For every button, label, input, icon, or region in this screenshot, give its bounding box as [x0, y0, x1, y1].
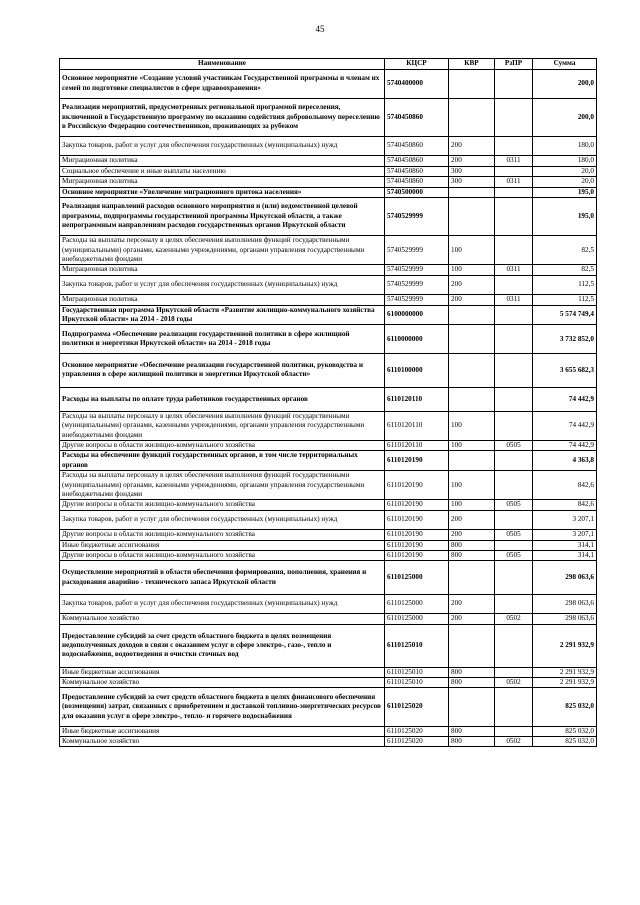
table-row — [60, 530, 597, 540]
cell-rzpr — [495, 325, 533, 354]
cell-rzpr — [495, 411, 533, 440]
cell-rzpr — [495, 387, 533, 411]
cell-kvr — [449, 325, 495, 354]
table-row — [60, 451, 597, 471]
cell-rzpr — [495, 667, 533, 677]
cell-sum: 842,6 — [533, 471, 597, 500]
table-row — [60, 471, 597, 500]
cell-rzpr — [495, 624, 533, 667]
cell-name: Закупка товаров, работ и услуг для обеспечения государственных (муниципальных) нужд — [60, 594, 385, 613]
cell-name: Закупка товаров, работ и услуг для обеспечения государственных (муниципальных) нужд — [60, 136, 385, 155]
table-row — [60, 678, 597, 688]
cell-kvr: 200 — [449, 614, 495, 624]
cell-rzpr: 0505 — [495, 441, 533, 451]
cell-kvr: 800 — [449, 678, 495, 688]
cell-sum: 314,1 — [533, 551, 597, 561]
table-row — [60, 70, 597, 99]
cell-rzpr — [495, 594, 533, 613]
cell-sum: 314,1 — [533, 540, 597, 550]
cell-rzpr: 0505 — [495, 530, 533, 540]
table-row — [60, 551, 597, 561]
cell-kvr: 800 — [449, 726, 495, 736]
table-row — [60, 156, 597, 166]
cell-name: Предоставление субсидий за счет средств областного бюджета в целях возмещения недополученных доходов в связи с оказанием услуг в сфере электро-, газо-, тепло и водоснабжения, водоотведения и очистки сточных вод — [60, 624, 385, 667]
cell-kcsr: 5740450860 — [385, 98, 449, 136]
cell-kcsr: 6110125000 — [385, 594, 449, 613]
cell-name: Другие вопросы в области жилищно-коммунального хозяйства — [60, 500, 385, 510]
cell-kcsr: 6110125010 — [385, 667, 449, 677]
cell-sum: 3 207,1 — [533, 530, 597, 540]
cell-rzpr — [495, 305, 533, 325]
cell-kvr — [449, 354, 495, 388]
cell-kvr: 800 — [449, 551, 495, 561]
table-row — [60, 295, 597, 305]
cell-kvr: 200 — [449, 275, 495, 294]
table-row — [60, 624, 597, 667]
header-kvr: КВР — [449, 59, 495, 70]
cell-rzpr — [495, 471, 533, 500]
cell-kvr: 300 — [449, 177, 495, 187]
table-row — [60, 187, 597, 197]
cell-kcsr: 6110120190 — [385, 540, 449, 550]
cell-kcsr: 5740529999 — [385, 295, 449, 305]
cell-name: Социальное обеспечение и иные выплаты населению — [60, 166, 385, 176]
cell-sum: 180,0 — [533, 156, 597, 166]
cell-kvr: 100 — [449, 265, 495, 275]
cell-sum: 82,5 — [533, 236, 597, 265]
cell-sum: 74 442,9 — [533, 387, 597, 411]
cell-name: Иные бюджетные ассигнования — [60, 726, 385, 736]
cell-kvr: 100 — [449, 411, 495, 440]
cell-name: Закупка товаров, работ и услуг для обеспечения государственных (муниципальных) нужд — [60, 275, 385, 294]
cell-sum: 5 574 749,4 — [533, 305, 597, 325]
table-header-row — [60, 59, 597, 70]
cell-rzpr — [495, 688, 533, 726]
cell-name: Другие вопросы в области жилищно-коммунального хозяйства — [60, 441, 385, 451]
cell-sum: 20,0 — [533, 166, 597, 176]
cell-kvr: 100 — [449, 471, 495, 500]
table-row — [60, 667, 597, 677]
table-row — [60, 561, 597, 595]
cell-rzpr: 0311 — [495, 265, 533, 275]
cell-kcsr: 6110120190 — [385, 510, 449, 529]
table-row — [60, 411, 597, 440]
table-row — [60, 354, 597, 388]
table-row — [60, 594, 597, 613]
cell-rzpr — [495, 70, 533, 99]
cell-rzpr — [495, 187, 533, 197]
page-number: 45 — [315, 24, 325, 34]
cell-name: Миграционная политика — [60, 265, 385, 275]
cell-kcsr: 6110125000 — [385, 614, 449, 624]
cell-name: Иные бюджетные ассигнования — [60, 540, 385, 550]
cell-kvr: 100 — [449, 500, 495, 510]
cell-kvr: 200 — [449, 136, 495, 155]
cell-kvr: 200 — [449, 295, 495, 305]
cell-sum: 2 291 932,9 — [533, 678, 597, 688]
cell-kvr: 100 — [449, 441, 495, 451]
cell-sum: 112,5 — [533, 275, 597, 294]
cell-name: Коммунальное хозяйство — [60, 678, 385, 688]
cell-kcsr: 5740529999 — [385, 198, 449, 236]
cell-kvr: 200 — [449, 594, 495, 613]
cell-kvr — [449, 70, 495, 99]
cell-sum: 200,0 — [533, 70, 597, 99]
cell-rzpr: 0502 — [495, 737, 533, 747]
cell-kvr: 200 — [449, 510, 495, 529]
cell-sum: 195,0 — [533, 187, 597, 197]
cell-kcsr: 5740450860 — [385, 156, 449, 166]
cell-name: Расходы на обеспечение функций государственных органов, в том числе территориальных органов — [60, 451, 385, 471]
cell-sum: 842,6 — [533, 500, 597, 510]
cell-rzpr: 0505 — [495, 551, 533, 561]
table-row — [60, 275, 597, 294]
cell-kcsr: 6100000000 — [385, 305, 449, 325]
cell-kcsr: 6110125020 — [385, 726, 449, 736]
cell-name: Другие вопросы в области жилищно-коммунального хозяйства — [60, 551, 385, 561]
cell-kcsr: 5740529999 — [385, 275, 449, 294]
table-row — [60, 510, 597, 529]
cell-name: Миграционная политика — [60, 295, 385, 305]
cell-name: Коммунальное хозяйство — [60, 737, 385, 747]
cell-kcsr: 6110125020 — [385, 688, 449, 726]
cell-rzpr — [495, 275, 533, 294]
cell-kcsr: 6110120190 — [385, 500, 449, 510]
cell-kvr: 800 — [449, 737, 495, 747]
cell-name: Расходы на выплаты персоналу в целях обеспечения выполнения функций государственными (муниципальными) органами, казенными учреждениями, органами управления государственными внебюджетными фондами — [60, 471, 385, 500]
cell-kcsr: 5740529999 — [385, 236, 449, 265]
cell-kcsr: 6110120110 — [385, 411, 449, 440]
table-row — [60, 540, 597, 550]
cell-kvr: 200 — [449, 156, 495, 166]
cell-rzpr — [495, 726, 533, 736]
cell-kcsr: 5740450860 — [385, 166, 449, 176]
table-row — [60, 387, 597, 411]
cell-rzpr — [495, 451, 533, 471]
cell-sum: 195,0 — [533, 198, 597, 236]
cell-kcsr: 5740450860 — [385, 136, 449, 155]
cell-kcsr: 6110120190 — [385, 471, 449, 500]
table-row — [60, 688, 597, 726]
cell-name: Закупка товаров, работ и услуг для обеспечения государственных (муниципальных) нужд — [60, 510, 385, 529]
cell-kcsr: 6110125010 — [385, 678, 449, 688]
cell-name: Коммунальное хозяйство — [60, 614, 385, 624]
cell-sum: 74 442,9 — [533, 411, 597, 440]
header-sum: Сумма — [533, 59, 597, 70]
cell-kvr — [449, 624, 495, 667]
cell-kvr — [449, 561, 495, 595]
header-rzpr: РзПР — [495, 59, 533, 70]
cell-sum: 82,5 — [533, 265, 597, 275]
cell-sum: 200,0 — [533, 98, 597, 136]
cell-sum: 298 063,6 — [533, 614, 597, 624]
cell-name: Реализация мероприятий, предусмотренных региональной программой переселения, включенной в Государственную программу по оказанию содействия добровольному переселению в Российскую Федерацию соотечественников, проживающих за рубежом — [60, 98, 385, 136]
cell-sum: 2 291 932,9 — [533, 624, 597, 667]
cell-name: Подпрограмма «Обеспечение реализации государственной политики в сфере жилищной политики и энергетики Иркутской области» на 2014 - 2018 годы — [60, 325, 385, 354]
cell-rzpr — [495, 540, 533, 550]
cell-kvr — [449, 451, 495, 471]
table-body — [60, 70, 597, 747]
cell-sum: 298 063,6 — [533, 594, 597, 613]
cell-name: Основное мероприятие «Увеличение миграционного притока населения» — [60, 187, 385, 197]
cell-sum: 20,0 — [533, 177, 597, 187]
cell-rzpr: 0502 — [495, 614, 533, 624]
cell-kcsr: 6110120190 — [385, 551, 449, 561]
cell-rzpr — [495, 166, 533, 176]
cell-name: Другие вопросы в области жилищно-коммунального хозяйства — [60, 530, 385, 540]
cell-name: Основное мероприятие «Обеспечение реализации государственной политики, руководства и управления в сфере жилищной политики и энергетики Иркутской области» — [60, 354, 385, 388]
cell-kcsr: 5740400000 — [385, 70, 449, 99]
cell-kvr — [449, 187, 495, 197]
cell-kvr — [449, 387, 495, 411]
cell-kcsr: 6110120190 — [385, 530, 449, 540]
cell-rzpr: 0311 — [495, 177, 533, 187]
cell-kcsr: 6110125010 — [385, 624, 449, 667]
cell-kcsr: 6110100000 — [385, 354, 449, 388]
table-row — [60, 136, 597, 155]
cell-sum: 112,5 — [533, 295, 597, 305]
cell-name: Расходы на выплаты по оплате труда работников государственных органов — [60, 387, 385, 411]
cell-sum: 3 655 682,3 — [533, 354, 597, 388]
cell-sum: 3 207,1 — [533, 510, 597, 529]
cell-kvr: 800 — [449, 540, 495, 550]
table-row — [60, 614, 597, 624]
cell-kcsr: 6110000000 — [385, 325, 449, 354]
cell-sum: 2 291 932,9 — [533, 667, 597, 677]
cell-rzpr: 0311 — [495, 156, 533, 166]
cell-name: Государственная программа Иркутской области «Развитие жилищно-коммунального хозяйства Иркутской области» на 2014 - 2018 годы — [60, 305, 385, 325]
cell-kcsr: 6110125020 — [385, 737, 449, 747]
header-kcsr: КЦСР — [385, 59, 449, 70]
cell-rzpr — [495, 561, 533, 595]
table-row — [60, 441, 597, 451]
cell-sum: 825 032,0 — [533, 737, 597, 747]
table-row — [60, 726, 597, 736]
cell-name: Предоставление субсидий за счет средств областного бюджета в целях финансового обеспечения (возмещения) затрат, связанных с приобретением и доставкой топливно-энергетических ресурсов для оказания услуг в сфере электро-, тепло- и горячего водоснабжения — [60, 688, 385, 726]
table-row — [60, 325, 597, 354]
cell-kcsr: 5740529999 — [385, 265, 449, 275]
cell-rzpr — [495, 198, 533, 236]
cell-name: Реализация направлений расходов основного мероприятия и (или) ведомственной целевой программы, подпрограммы государственной программы Иркутской области, а также непрограммным направлениям расходов государственных органов Иркутской области — [60, 198, 385, 236]
table-row — [60, 198, 597, 236]
cell-sum: 825 032,0 — [533, 726, 597, 736]
table-row — [60, 236, 597, 265]
cell-sum: 180,0 — [533, 136, 597, 155]
cell-rzpr — [495, 354, 533, 388]
cell-sum: 74 442,9 — [533, 441, 597, 451]
cell-name: Миграционная политика — [60, 156, 385, 166]
table-row — [60, 265, 597, 275]
cell-rzpr — [495, 236, 533, 265]
budget-table — [59, 58, 597, 747]
cell-kvr: 100 — [449, 236, 495, 265]
cell-rzpr — [495, 510, 533, 529]
cell-name: Расходы на выплаты персоналу в целях обеспечения выполнения функций государственными (муниципальными) органами, казенными учреждениями, органами управления государственными внебюджетными фондами — [60, 411, 385, 440]
cell-kvr: 200 — [449, 530, 495, 540]
cell-kvr — [449, 98, 495, 136]
cell-kcsr: 6110120110 — [385, 441, 449, 451]
table-row — [60, 500, 597, 510]
cell-kcsr: 6110120190 — [385, 451, 449, 471]
cell-name: Расходы на выплаты персоналу в целях обеспечения выполнения функций государственными (муниципальными) органами, казенными учреждениями, органами управления государственными внебюджетными фондами — [60, 236, 385, 265]
table-row — [60, 177, 597, 187]
cell-kcsr: 6110120110 — [385, 387, 449, 411]
cell-kcsr: 6110125000 — [385, 561, 449, 595]
cell-rzpr — [495, 98, 533, 136]
cell-kvr — [449, 688, 495, 726]
cell-sum: 298 063,6 — [533, 561, 597, 595]
cell-kcsr: 5740450860 — [385, 177, 449, 187]
cell-kvr — [449, 198, 495, 236]
cell-kcsr: 5740500000 — [385, 187, 449, 197]
table-row — [60, 166, 597, 176]
table-row — [60, 305, 597, 325]
cell-rzpr: 0505 — [495, 500, 533, 510]
cell-kvr: 300 — [449, 166, 495, 176]
header-name: Наименование — [60, 59, 385, 70]
cell-rzpr: 0311 — [495, 295, 533, 305]
cell-name: Миграционная политика — [60, 177, 385, 187]
cell-kvr: 800 — [449, 667, 495, 677]
table-row — [60, 737, 597, 747]
cell-name: Иные бюджетные ассигнования — [60, 667, 385, 677]
table-row — [60, 98, 597, 136]
cell-name: Осуществление мероприятий в области обеспечения формирования, пополнения, хранения и расходования аварийно - технического запаса Иркутской области — [60, 561, 385, 595]
cell-rzpr — [495, 136, 533, 155]
cell-name: Основное мероприятие «Создание условий участникам Государственной программы и членам их семей по подготовке специалистов в сфере здравоохранения» — [60, 70, 385, 99]
cell-sum: 825 032,0 — [533, 688, 597, 726]
cell-sum: 4 363,8 — [533, 451, 597, 471]
cell-rzpr: 0502 — [495, 678, 533, 688]
cell-sum: 3 732 852,0 — [533, 325, 597, 354]
cell-kvr — [449, 305, 495, 325]
